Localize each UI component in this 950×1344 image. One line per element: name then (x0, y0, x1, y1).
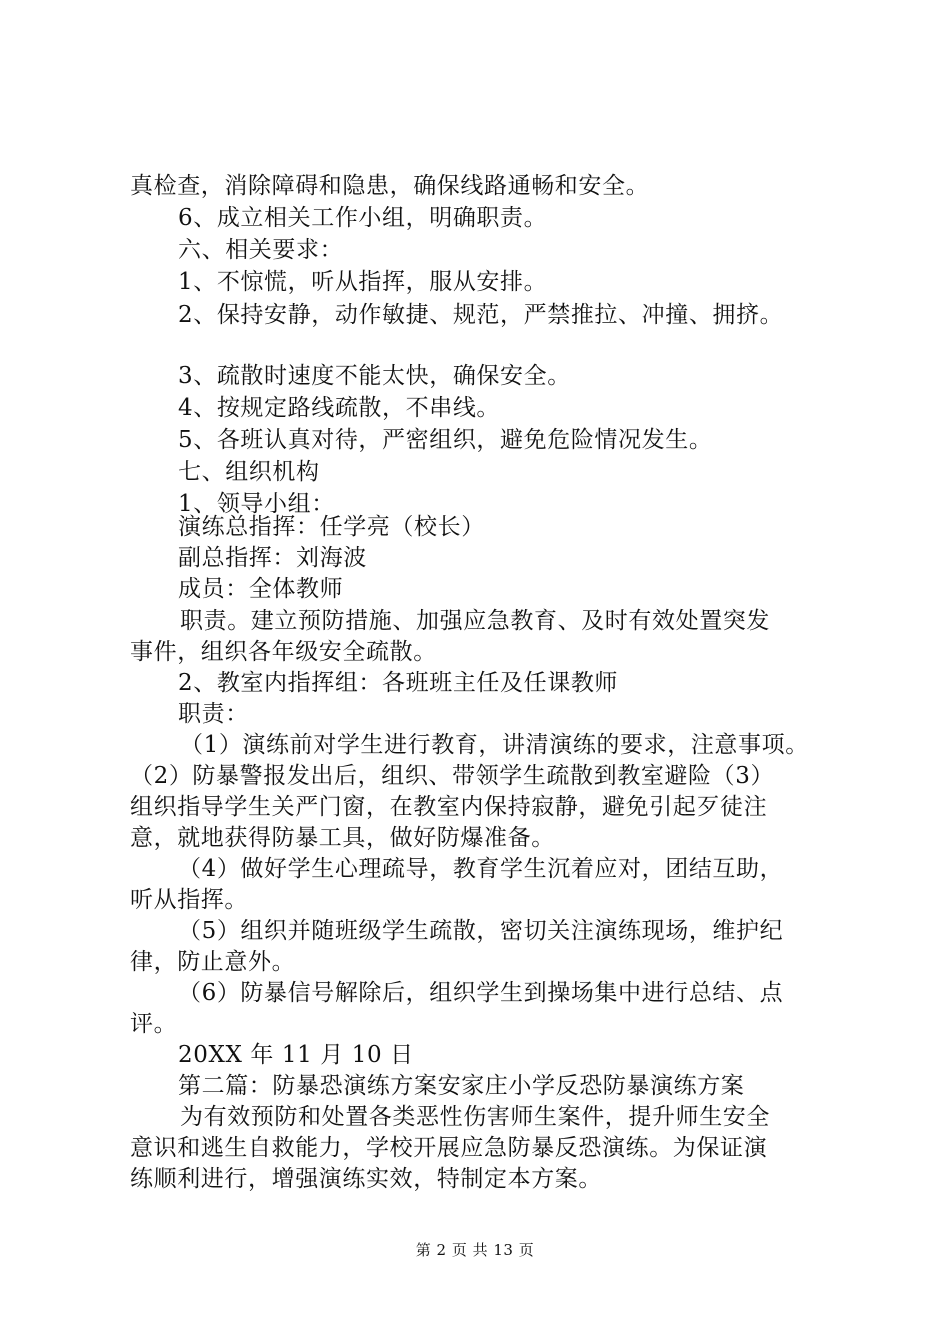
text-line: 意，就地获得防暴工具，做好防爆准备。 (130, 825, 555, 851)
text-line: 3、疏散时速度不能太快，确保安全。 (178, 363, 571, 389)
text-line: （4）做好学生心理疏导，教育学生沉着应对，团结互助， (178, 856, 784, 882)
text-line: 副总指挥：刘海波 (178, 545, 367, 571)
text-line: （1）演练前对学生进行教育，讲清演练的要求，注意事项。 (180, 732, 809, 758)
text-line: 真检查，消除障碍和隐患，确保线路通畅和安全。 (130, 173, 650, 199)
text-line: 为有效预防和处置各类恶性伤害师生案件，提升师生安全 (180, 1104, 770, 1130)
text-line: （5）组织并随班级学生疏散，密切关注演练现场，维护纪 (178, 918, 784, 944)
text-line: 演练总指挥：任学亮（校长） (178, 514, 485, 540)
text-line: 1、不惊慌，听从指挥，服从安排。 (178, 269, 548, 295)
text-line: 听从指挥。 (130, 887, 248, 913)
text-line: 1、领导小组： (178, 491, 335, 517)
text-line: 事件，组织各年级安全疏散。 (130, 639, 437, 665)
text-line: 5、各班认真对待，严密组织，避免危险情况发生。 (178, 427, 713, 453)
text-line: 练顺利进行，增强演练实效，特制定本方案。 (130, 1166, 602, 1192)
section-heading: 六、相关要求： (178, 237, 344, 263)
text-line: 成员：全体教师 (178, 576, 344, 602)
date-line: 20XX 年 11 月 10 日 (178, 1042, 414, 1068)
text-line: 意识和逃生自救能力，学校开展应急防暴反恐演练。为保证演 (130, 1135, 768, 1161)
page-footer: 第 2 页 共 13 页 (415, 1241, 535, 1259)
text-line: 2、教室内指挥组：各班班主任及任课教师 (178, 670, 619, 696)
chapter-heading: 第二篇：防暴恐演练方案安家庄小学反恐防暴演练方案 (178, 1073, 745, 1099)
text-line: 律，防止意外。 (130, 949, 296, 975)
text-line: 2、保持安静，动作敏捷、规范，严禁推拉、冲撞、拥挤。 (178, 302, 784, 328)
text-line: （2）防暴警报发出后，组织、带领学生疏散到教室避险（3） (130, 763, 775, 789)
text-line: 6、成立相关工作小组，明确职责。 (178, 205, 548, 231)
text-line: （6）防暴信号解除后，组织学生到操场集中进行总结、点 (178, 980, 784, 1006)
text-line: 4、按规定路线疏散，不串线。 (178, 395, 501, 421)
section-heading: 七、组织机构 (178, 459, 320, 485)
text-line: 组织指导学生关严门窗，在教室内保持寂静，避免引起歹徒注 (130, 794, 768, 820)
text-line: 评。 (130, 1011, 178, 1037)
text-line: 职责。建立预防措施、加强应急教育、及时有效处置突发 (180, 608, 770, 634)
text-line: 职责： (178, 701, 249, 727)
